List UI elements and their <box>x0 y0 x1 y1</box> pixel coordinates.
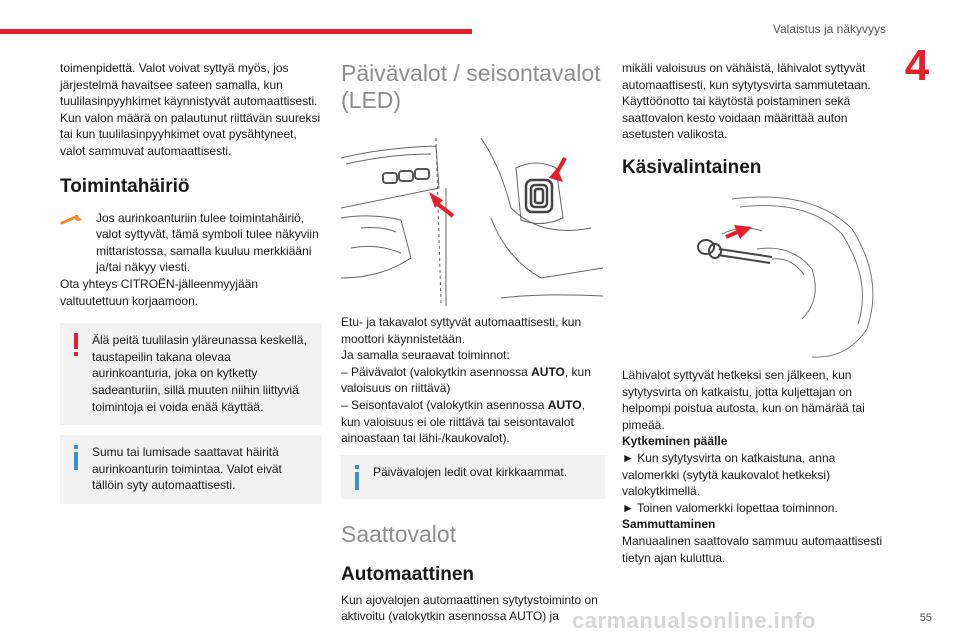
section-title: Valaistus ja näkyvyys <box>772 22 886 36</box>
drl-item-2-post: , kun valoisuus ei ole riittävä tai seisontavalot ainoastaan tai lähi-/kaukovalot). <box>341 397 585 446</box>
warning-notice <box>60 323 322 425</box>
drl-illustration <box>341 128 603 306</box>
on-label: Kytkeminen päälle <box>622 434 728 449</box>
stalk-illustration <box>622 189 884 359</box>
malfunction-text-2: Ota yhteys CITROËN-jälleenmyyjään valtuutettuun korjaamoon. <box>60 276 259 308</box>
drl-para-2: Ja samalla seuraavat toiminnot: <box>341 348 510 363</box>
warning-text: Älä peitä tuulilasin yläreunassa keskellä, taustapeilin takana olevaa aurinkoanturia, joka on kytketty sadeanturiin, sillä muuten niihin liittyviä toimintoja ei voida enää käyttää. <box>92 333 307 414</box>
info-text: Sumu tai lumisade saattavat häiritä aurinkoanturin toimintaa. Valot eivät tällöin syty automaattisesti. <box>92 445 282 493</box>
watermark: carmanualsonline.info <box>572 608 816 633</box>
manual-description <box>622 367 892 566</box>
column-right <box>622 60 892 566</box>
chapter-number: 4 <box>904 41 930 90</box>
on-step-2: ► Toinen valomerkki lopettaa toiminnon. <box>622 500 838 515</box>
drl-heading: Päivävalot / seisontavalot (LED) <box>341 60 601 113</box>
malfunction-block <box>60 210 322 276</box>
page-number: 55 <box>919 612 932 624</box>
automatic-heading: Automaattinen <box>341 563 474 585</box>
col3-intro-2: Käyttöönotto tai käytöstä poistaminen sekä saattovalon kesto voidaan määrittää auton asetusten valikosta. <box>622 94 851 142</box>
header-accent-bar <box>0 29 472 34</box>
manual-text: Lähivalot syttyvät hetkeksi sen jälkeen, kun sytytysvirta on katkaistu, jotta kuljettajan on helpompi poistua autosta, kun on hämärää tai pimeää. <box>622 367 865 432</box>
malfunction-text: Jos aurinkoanturiin tulee toimintahäiriö, valot syttyvät, tämä symboli tulee näkyviin mittaristossa, samalla kuuluu merkkiääni ja/tai näkyy viesti. <box>96 210 319 275</box>
exclamation-icon <box>72 332 80 363</box>
on-step-1: ► Kun sytytysvirta on katkaistuna, anna valomerkki (sytytä kaukovalot hetkeksi) valokytkimellä. <box>622 450 836 499</box>
col3-intro: mikäli valoisuus on vähäistä, lähivalot syttyvät automaattisesti, kun sytytysvirta sammutetaan. <box>622 61 871 92</box>
drl-description <box>341 314 605 447</box>
info-icon <box>72 444 80 477</box>
drl-item-2-pre: – Seisontavalot (valokytkin asennossa <box>341 397 548 412</box>
column-left <box>60 60 322 504</box>
manual-heading: Käsivalintainen <box>622 156 762 178</box>
intro-paragraph: toimenpidettä. Valot voivat syttyä myös, jos järjestelmä havaitsee sateen samalla, kun tuulilasinpyyhkimet käynnistyvät automaattisesti. Kun valon määrä on palautunut riittävän suureksi tai kun tuulilasinpyyhkimet ovat pysähtyneet, valot sammuvat automaattisesti. <box>60 61 321 158</box>
drl-info-notice <box>341 455 605 499</box>
guide-me-home-heading: Saattovalot <box>341 520 457 547</box>
drl-item-1-pre: – Päivävalot (valokytkin asennossa <box>341 364 532 379</box>
off-text: Manuaalinen saattovalo sammuu automaattisesti tietyn ajan kuluttua. <box>622 533 883 565</box>
automatic-text: Kun ajovalojen automaattinen sytytystoiminto on aktivoitu (valokytkin asennossa AUTO) ja <box>341 592 598 624</box>
drl-item-1-post: , kun valoisuus on riittävä) <box>341 364 591 396</box>
drl-para-1: Etu- ja takavalot syttyvät automaattisesti, kun moottori käynnistetään. <box>341 315 582 346</box>
column-middle <box>341 60 605 625</box>
info-icon <box>353 464 361 497</box>
off-label: Sammuttaminen <box>622 517 716 532</box>
wrench-icon <box>60 212 86 231</box>
info-notice <box>60 435 322 504</box>
malfunction-heading: Toimintahäiriö <box>60 175 190 197</box>
drl-info-text: Päivävalojen ledit ovat kirkkaammat. <box>373 464 568 479</box>
drl-item-2 <box>341 397 605 447</box>
drl-item-1-bold: AUTO <box>531 364 565 379</box>
drl-item-1 <box>341 364 605 397</box>
drl-item-2-bold: AUTO <box>547 397 582 412</box>
